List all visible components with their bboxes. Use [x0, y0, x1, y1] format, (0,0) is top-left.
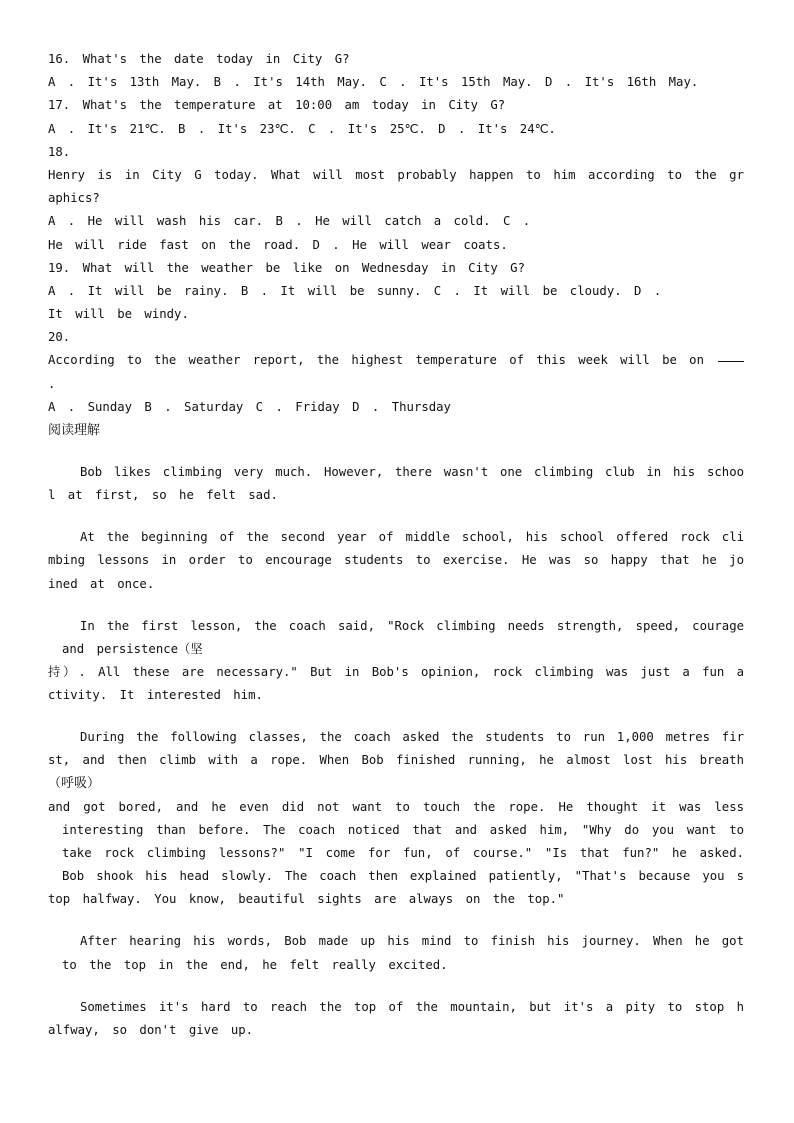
passage-p5-line2: to the top in the end, he felt really excited. — [62, 957, 448, 972]
answer-blank — [718, 349, 744, 362]
question-19-options-line2: It will be windy. — [48, 307, 189, 322]
question-16-stem: 16. What's the date today in City G? — [48, 52, 350, 66]
section-heading: 阅读理解 — [48, 423, 101, 438]
passage-p1-line2: l at first, so he felt sad. — [48, 488, 278, 503]
question-18-number: 18. — [48, 144, 71, 159]
passage-p5-line1: After hearing his words, Bob made up his mind to finish his journey. When he got — [80, 934, 744, 949]
question-20-stem: According to the weather report, the highest temperature of this week will be on — [48, 353, 704, 368]
passage-p4-line4: and got bored, and he even did not want to touch the rope. He thought it was less — [48, 799, 744, 814]
question-20-number: 20. — [48, 330, 71, 345]
question-18-stem-line1: Henry is in City G today. What will most probably happen to him according to the gr — [48, 167, 744, 182]
passage-p4-line5: interesting than before. The coach noticed that and asked him, "Why do you want to — [62, 822, 744, 837]
passage-p2-line2: mbing lessons in order to encourage students to exercise. He was so happy that he jo — [48, 553, 744, 568]
passage-p3-line2 — [48, 638, 744, 661]
question-18-options-line1: A . He will wash his car. B . He will catch a cold. C . — [48, 214, 531, 229]
passage-p1-line1: Bob likes climbing very much. However, there wasn't one climbing club in his schoo — [80, 464, 744, 479]
question-19-stem: 19. What will the weather be like on Wednesday in City G? — [48, 260, 525, 275]
passage-p3-line4: ctivity. It interested him. — [48, 688, 263, 703]
question-20-stem-end: . — [48, 376, 56, 391]
passage-p6-line2: alfway, so don't give up. — [48, 1022, 254, 1037]
document-page — [48, 48, 744, 1042]
question-16-options: A . It's 13th May. B . It's 14th May. C . It's 15th May. D . It's 16th May. — [48, 75, 699, 90]
passage-p4-line3: （呼吸） — [48, 776, 101, 792]
passage-p3-line2-text: and persistence（坚 — [62, 641, 203, 656]
question-17-options: A . It's 21℃. B . It's 23℃. C . It's 25℃. D . It's 24℃. — [48, 121, 556, 136]
passage-p2-line3: ined at once. — [48, 576, 155, 591]
passage-p4-line6: take rock climbing lessons?" "I come for fun, of course." "Is that fun?" he asked. — [62, 846, 744, 860]
question-18-stem-line2: aphics? — [48, 191, 100, 206]
passage-p4-line1: During the following classes, the coach asked the students to run 1,000 metres fir — [80, 730, 744, 745]
passage-p3-line1: In the first lesson, the coach said, "Rock climbing needs strength, speed, courage — [80, 618, 744, 633]
passage-p4-line2: st, and then climb with a rope. When Bob finished running, he almost lost his breath — [48, 753, 744, 768]
question-18-options-line2: He will ride fast on the road. D . He will wear coats. — [48, 237, 508, 252]
passage-p6-line1: Sometimes it's hard to reach the top of the mountain, but it's a pity to stop h — [80, 999, 744, 1014]
passage-p2-line1: At the beginning of the second year of middle school, his school offered rock cli — [80, 530, 744, 545]
question-19-options-line1: A . It will be rainy. B . It will be sunny. C . It will be cloudy. D . — [48, 283, 662, 298]
passage-p4-line7: Bob shook his head slowly. The coach then explained patiently, "That's because you s — [62, 869, 744, 884]
question-20-options: A . Sunday B . Saturday C . Friday D . Thursday — [48, 399, 451, 414]
passage-p4-line8: top halfway. You know, beautiful sights are always on the top." — [48, 892, 565, 907]
passage-p3-line3: 持）. All these are necessary." But in Bob's opinion, rock climbing was just a fun a — [48, 664, 744, 679]
question-17-stem: 17. What's the temperature at 10:00 am today in City G? — [48, 98, 506, 113]
question-20-stem-row — [48, 349, 744, 372]
